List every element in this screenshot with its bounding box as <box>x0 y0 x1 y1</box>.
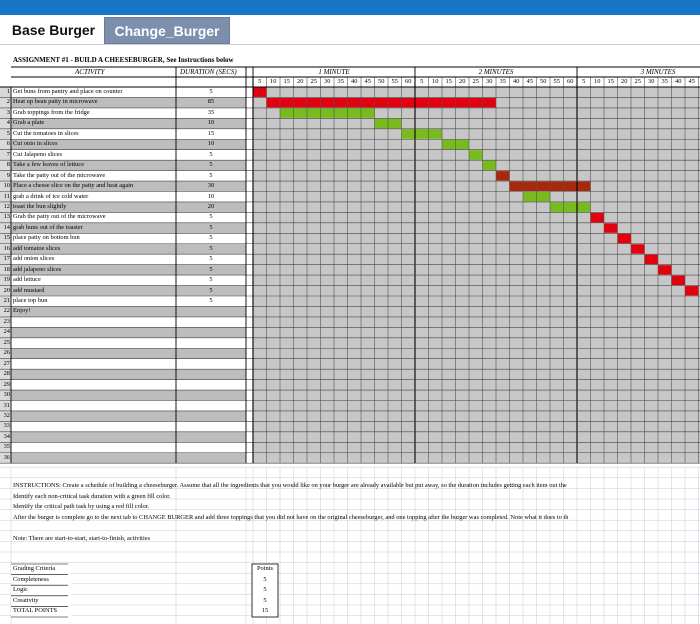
header-time-group: 1 MINUTE <box>318 68 350 76</box>
row-number: 1 <box>6 88 10 95</box>
row-number: 2 <box>6 98 10 106</box>
tick-label: 20 <box>621 78 628 85</box>
grid-row-shade <box>253 129 700 139</box>
activity-cell: add mustard <box>13 286 45 294</box>
row-number: 32 <box>3 411 10 419</box>
tick-label: 25 <box>310 78 317 85</box>
grading-criterion: Logic <box>13 586 28 594</box>
row-number: 21 <box>3 297 10 304</box>
row-number: 34 <box>3 432 10 440</box>
gantt-bar-critical <box>267 98 497 107</box>
row-number: 6 <box>6 140 10 148</box>
tick-label: 45 <box>364 78 371 85</box>
gantt-bar-critical <box>685 286 699 295</box>
grid-row-shade <box>253 359 700 369</box>
grid-row-shade <box>253 390 700 400</box>
activity-cell: Enjoy! <box>13 307 31 315</box>
gantt-bar-noncritical <box>280 108 375 117</box>
row-number: 29 <box>3 380 10 388</box>
row-shade <box>11 369 246 379</box>
grid-row-shade <box>253 171 700 181</box>
tick-label: 45 <box>526 78 533 85</box>
row-number: 11 <box>3 192 10 200</box>
row-shade <box>11 348 246 358</box>
row-number: 19 <box>3 276 10 284</box>
duration-cell: 10 <box>207 119 215 127</box>
grid-row-shade <box>253 380 700 390</box>
activity-cell: add onion slices <box>13 255 55 263</box>
instruction-line: Identify each non-critical task duration with a green fill color. <box>13 492 171 500</box>
row-number: 7 <box>6 150 10 158</box>
row-number: 5 <box>6 129 10 137</box>
duration-cell: 85 <box>207 98 215 106</box>
grid-row-shade <box>253 453 700 463</box>
grid-row-shade <box>253 338 700 348</box>
row-number: 14 <box>3 223 10 231</box>
duration-cell: 10 <box>207 140 215 148</box>
row-number: 10 <box>3 182 10 190</box>
activity-cell: Grab the patty out of the microwave <box>13 213 106 221</box>
activity-cell: Heat up bean patty in microwave <box>13 98 98 106</box>
grid-row-shade <box>253 432 700 442</box>
tick-label: 50 <box>378 78 385 85</box>
row-number: 16 <box>3 244 10 252</box>
row-shade <box>11 453 246 463</box>
tick-label: 60 <box>405 78 412 85</box>
grading-header: Grading Criteria <box>13 565 56 572</box>
gantt-bar-noncritical <box>483 161 497 170</box>
duration-cell: 30 <box>207 182 215 190</box>
activity-cell: add jalapeno slices <box>13 265 62 273</box>
grid-row-shade <box>253 160 700 170</box>
tick-label: 60 <box>567 78 574 85</box>
row-number: 31 <box>3 401 10 409</box>
activity-cell: toast the bun slightly <box>13 202 67 210</box>
tick-label: 50 <box>540 78 547 85</box>
grid-row-shade <box>253 233 700 243</box>
activity-cell: Cut Jalapeno slices <box>13 150 62 158</box>
row-shade <box>11 390 246 400</box>
header-time-group: 3 MINUTES <box>640 68 676 76</box>
tick-label: 30 <box>324 78 331 85</box>
tick-label: 35 <box>337 78 344 85</box>
activity-cell: grab buns out of the toaster <box>13 223 83 231</box>
grid-row-shade <box>253 306 700 316</box>
grid-row-shade <box>253 411 700 421</box>
grid-row-shade <box>253 317 700 327</box>
grading-points: 5 <box>263 575 267 583</box>
tick-label: 10 <box>594 78 601 85</box>
row-number: 12 <box>3 202 10 210</box>
activity-cell: Take the patty out of the microwave <box>13 171 106 179</box>
gantt-bar-critical <box>631 244 645 253</box>
instruction-line: Identify the critical path task by using a red fill color. <box>13 503 150 511</box>
grid-row-shade <box>253 286 700 296</box>
grid-row-shade <box>253 401 700 411</box>
tick-label: 15 <box>283 78 290 85</box>
row-number: 23 <box>3 317 10 325</box>
duration-cell: 5 <box>209 223 213 231</box>
row-number: 4 <box>6 119 10 127</box>
row-number: 17 <box>3 255 10 263</box>
row-number: 33 <box>3 422 10 430</box>
activity-cell: Get buns from pantry and place on counter <box>13 88 123 95</box>
instruction-line: INSTRUCTIONS: Create a schedule of building a cheeseburger. Assume that all the ingredients that you would like on your burger are already available but put away, so the duration includes getting each item out the <box>13 482 567 489</box>
row-number: 24 <box>3 328 10 336</box>
tick-label: 25 <box>634 78 641 85</box>
row-number: 22 <box>3 307 10 315</box>
row-shade <box>11 432 246 442</box>
activity-cell: place patty on bottom bun <box>13 234 80 242</box>
row-number: 8 <box>6 161 10 169</box>
spreadsheet-area[interactable] <box>0 45 700 624</box>
row-shade <box>11 327 246 337</box>
duration-cell: 15 <box>207 129 215 137</box>
gantt-bar-critical <box>591 213 605 222</box>
sheet-tab-strip <box>0 15 700 45</box>
row-number: 30 <box>3 391 10 399</box>
grid-row-shade <box>253 254 700 264</box>
duration-cell: 5 <box>209 255 213 263</box>
gantt-bar-critical <box>672 276 686 285</box>
tick-label: 20 <box>459 78 466 85</box>
grading-points: 15 <box>261 607 269 615</box>
duration-cell: 5 <box>209 150 213 158</box>
tick-label: 30 <box>486 78 493 85</box>
duration-cell: 5 <box>209 286 213 294</box>
tick-label: 25 <box>472 78 479 85</box>
grid-row-shade <box>253 118 700 128</box>
tick-label: 10 <box>270 78 277 85</box>
tick-label: 40 <box>351 78 358 85</box>
tick-label: 55 <box>391 78 398 85</box>
grid-row-shade <box>253 192 700 202</box>
tab-base-burger[interactable]: Base Burger <box>4 17 103 44</box>
grid-row-shade <box>253 442 700 452</box>
header-activity: ACTIVITY <box>75 68 105 76</box>
tick-label: 20 <box>297 78 304 85</box>
gantt-bar-critical-dark <box>496 171 510 180</box>
gantt-bar-noncritical <box>550 202 591 211</box>
grid-row-shade <box>253 181 700 191</box>
duration-cell: 5 <box>209 213 213 221</box>
gantt-bar-critical <box>658 265 672 274</box>
gantt-bar-critical <box>604 223 618 232</box>
row-number: 26 <box>3 349 10 357</box>
duration-cell: 5 <box>209 265 213 273</box>
tick-label: 30 <box>648 78 655 85</box>
gantt-bar-noncritical <box>469 150 483 159</box>
duration-cell: 35 <box>207 108 215 116</box>
tick-label: 55 <box>553 78 560 85</box>
sheet-title: ASSIGNMENT #1 - BUILD A CHEESEBURGER, See Instructions below <box>13 56 234 64</box>
grid-row-shade <box>253 202 700 212</box>
row-number: 25 <box>3 338 10 346</box>
activity-cell: Place a chesse slice on the patty and heat again <box>13 182 134 190</box>
tick-label: 10 <box>432 78 439 85</box>
tick-label: 45 <box>688 78 695 85</box>
tab-change-burger[interactable]: Change_Burger <box>104 17 230 44</box>
tick-label: 15 <box>607 78 614 85</box>
duration-cell: 10 <box>207 192 215 200</box>
row-number: 3 <box>6 108 10 116</box>
duration-cell: 5 <box>209 234 213 242</box>
grid-row-shade <box>253 87 700 97</box>
row-number: 27 <box>3 359 10 367</box>
activity-cell: grab a drink of ice cold water <box>13 192 89 200</box>
row-number: 20 <box>3 286 10 294</box>
grading-points: 5 <box>263 586 267 594</box>
activity-cell: add lettuce <box>13 276 41 284</box>
note-text: Note: There are start-to-start, start-to-finish, activities <box>13 535 151 542</box>
grid-row-shade <box>253 212 700 222</box>
instruction-line: After the burger is complete go to the next tab to CHANGE BURGER and add three toppings that you did not have on the original cheeseburger, and one topping after the burger was completed. Note what it does to th <box>13 513 569 521</box>
gantt-bar-critical <box>645 255 659 264</box>
grid-row-shade <box>253 265 700 275</box>
row-number: 9 <box>6 171 10 179</box>
tick-label: 5 <box>582 78 586 85</box>
duration-cell: 5 <box>209 244 213 252</box>
grid-row-shade <box>253 327 700 337</box>
activity-cell: place top bun <box>13 297 48 304</box>
activity-cell: Grab toppings from the fridge <box>13 108 90 116</box>
tick-label: 40 <box>675 78 682 85</box>
grid-row-shade <box>253 348 700 358</box>
tick-label: 5 <box>258 78 262 85</box>
tick-label: 5 <box>420 78 424 85</box>
duration-cell: 5 <box>209 297 213 304</box>
tick-label: 40 <box>513 78 520 85</box>
grid-row-shade <box>253 275 700 285</box>
grid-row-shade <box>253 296 700 306</box>
duration-cell: 20 <box>207 202 215 210</box>
duration-cell: 5 <box>209 88 213 95</box>
header-time-group: 2 MINUTES <box>478 68 514 76</box>
row-shade <box>11 306 246 316</box>
grid-row-shade <box>253 223 700 233</box>
grid-row-shade <box>253 139 700 149</box>
row-number: 28 <box>3 370 10 378</box>
activity-cell: Cut onio in slices <box>13 140 58 148</box>
row-number: 15 <box>3 234 10 242</box>
row-number: 13 <box>3 213 10 221</box>
activity-cell: Cut the tomatoes in slices <box>13 129 79 137</box>
row-shade <box>11 411 246 421</box>
app-top-bar <box>0 0 700 15</box>
gantt-bar-critical <box>253 88 267 97</box>
grid-row-shade <box>253 369 700 379</box>
grading-criterion: Creativity <box>13 596 39 604</box>
grading-points: 5 <box>263 596 267 604</box>
header-duration: DURATION (SECS) <box>180 68 237 76</box>
row-number: 36 <box>3 453 10 461</box>
activity-cell: Take a few leaves of lettuce <box>13 161 85 169</box>
duration-cell: 5 <box>209 171 213 179</box>
grading-criterion: Completeness <box>13 575 49 583</box>
row-number: 18 <box>3 265 10 273</box>
tick-label: 15 <box>445 78 452 85</box>
activity-cell: add tomatoe slices <box>13 244 61 252</box>
duration-cell: 5 <box>209 276 213 284</box>
tick-label: 35 <box>661 78 668 85</box>
gantt-bar-critical <box>618 234 632 243</box>
row-number: 35 <box>3 443 10 451</box>
duration-cell: 5 <box>209 161 213 169</box>
gantt-bar-noncritical <box>402 129 443 138</box>
grading-criterion: TOTAL POINTS <box>13 607 58 615</box>
grid-row-shade <box>253 421 700 431</box>
grading-points-header: Points <box>257 565 273 572</box>
activity-cell: Grab a plate <box>13 119 45 127</box>
tick-label: 35 <box>499 78 506 85</box>
